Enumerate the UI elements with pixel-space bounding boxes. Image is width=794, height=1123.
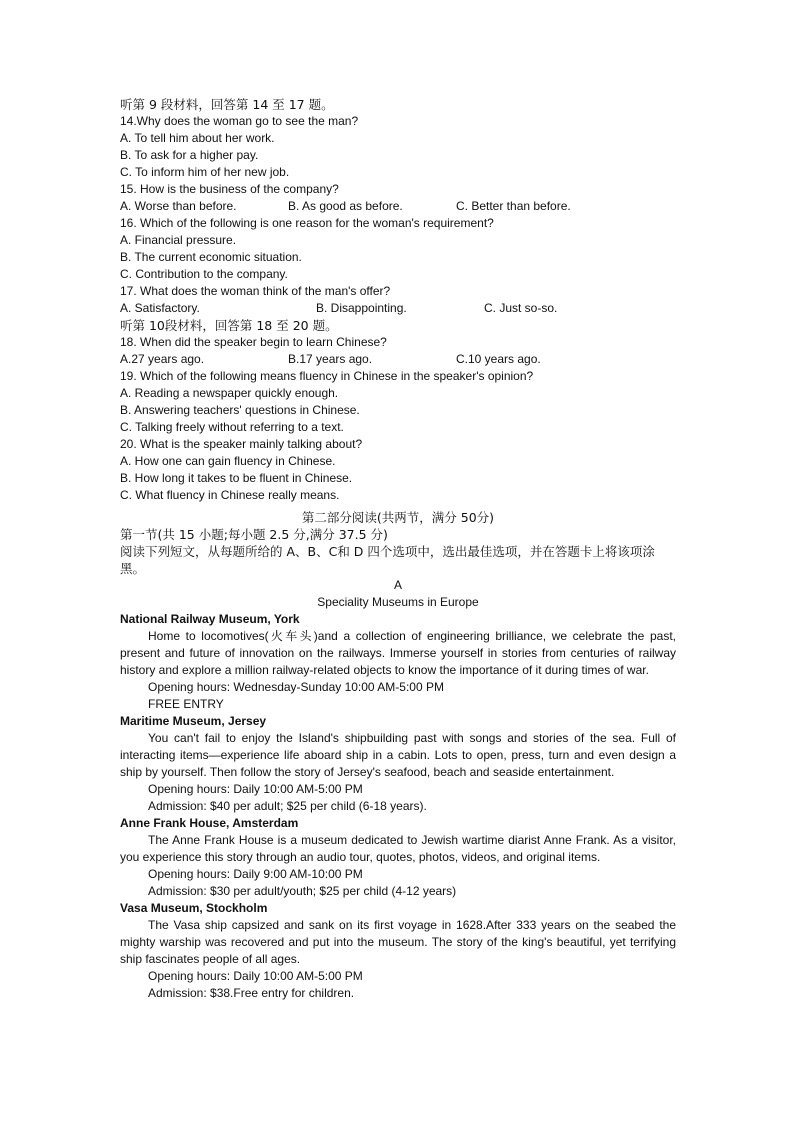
question-18-option-b: B.17 years ago. [288, 352, 373, 366]
section-one-title: 第一节(共 15 小题;每小题 2.5 分,满分 37.5 分) [120, 527, 388, 542]
question-20-option-b: B. How long it takes to be fluent in Chinese. [120, 471, 353, 485]
question-17-option-a: A. Satisfactory. [120, 301, 200, 315]
museum-admission: Admission: $40 per adult; $25 per child (6-18 years). [148, 799, 427, 813]
question-19: 19. Which of the following means fluency in Chinese in the speaker's opinion? [120, 369, 534, 383]
museum-hours: Opening hours: Daily 10:00 AM-5:00 PM [148, 782, 363, 796]
question-14-option-b: B. To ask for a higher pay. [120, 148, 259, 162]
question-20: 20. What is the speaker mainly talking about? [120, 437, 363, 451]
passage-title: Speciality Museums in Europe [317, 595, 479, 609]
museum-entry [120, 900, 676, 1002]
museum-description: The Anne Frank House is a museum dedicated to Jewish wartime diarist Anne Frank. As a visitor, you experience this story through an audio tour, quotes, photos, videos, and original items. [120, 833, 676, 864]
question-15: 15. How is the business of the company? [120, 182, 339, 196]
question-14: 14.Why does the woman go to see the man? [120, 114, 359, 128]
section-10-heading: 听第 10段材料，回答第 18 至 20 题。 [120, 318, 338, 333]
question-19-option-c: C. Talking freely without referring to a text. [120, 420, 344, 434]
museum-name: Maritime Museum, Jersey [120, 714, 267, 728]
museum-description: The Vasa ship capsized and sank on its first voyage in 1628.After 333 years on the seabed the mighty warship was recovered and put into the museum. The story of the king's beautiful, yet terrifying ship fascinates people of all ages. [120, 918, 676, 966]
question-16: 16. Which of the following is one reason for the woman's requirement? [120, 216, 494, 230]
question-15-option-b: B. As good as before. [288, 199, 403, 213]
museum-entry [120, 713, 676, 815]
museum-name: Anne Frank House, Amsterdam [120, 816, 299, 830]
part-two-title: 第二部分阅读(共两节，满分 50分) [301, 510, 495, 525]
museum-description: You can't fail to enjoy the Island's shipbuilding past with songs and stories of the sea. Full of interacting items—experience life aboard ship in a cabin. Lots to open, press, turn and even design a ship by yourself. Then follow the story of Jersey's seafood, beach and seaside entertainment. [120, 731, 676, 779]
question-14-option-a: A. To tell him about her work. [120, 131, 275, 145]
museum-admission: FREE ENTRY [148, 697, 224, 711]
question-16-option-c: C. Contribution to the company. [120, 267, 288, 281]
passage-letter: A [393, 578, 402, 592]
question-19-option-b: B. Answering teachers' questions in Chinese. [120, 403, 360, 417]
question-17-option-b: B. Disappointing. [316, 301, 407, 315]
museum-name: Vasa Museum, Stockholm [120, 901, 268, 915]
question-18: 18. When did the speaker begin to learn Chinese? [120, 335, 387, 349]
question-15-options [120, 198, 676, 215]
museum-hours: Opening hours: Daily 9:00 AM-10:00 PM [148, 867, 363, 881]
listening-section [120, 96, 676, 504]
question-20-option-c: C. What fluency in Chinese really means. [120, 488, 340, 502]
museum-admission: Admission: $30 per adult/youth; $25 per child (4-12 years) [148, 884, 457, 898]
question-17-options [120, 300, 676, 317]
question-18-options [120, 351, 676, 368]
question-18-option-c: C.10 years ago. [456, 352, 541, 366]
museum-name: National Railway Museum, York [120, 612, 300, 626]
question-17-option-c: C. Just so-so. [484, 301, 558, 315]
museum-entry [120, 611, 676, 713]
museum-hours: Opening hours: Daily 10:00 AM-5:00 PM [148, 969, 363, 983]
museum-entry [120, 815, 676, 900]
reading-section [120, 509, 676, 1002]
question-16-option-b: B. The current economic situation. [120, 250, 302, 264]
question-15-option-c: C. Better than before. [456, 199, 571, 213]
museum-admission: Admission: $38.Free entry for children. [148, 986, 355, 1000]
section-9-heading: 听第 9 段材料，回答第 14 至 17 题。 [120, 97, 334, 112]
reading-instructions: 阅读下列短文，从每题所给的 A、B、C和 D 四个选项中，选出最佳选项，并在答题卡上将该项涂黑。 [120, 544, 655, 576]
museum-hours: Opening hours: Wednesday-Sunday 10:00 AM-5:00 PM [148, 680, 444, 694]
question-19-option-a: A. Reading a newspaper quickly enough. [120, 386, 339, 400]
museum-description: Home to locomotives(火车头)and a collection of engineering brilliance, we celebrate the past, present and future of innovation on the railways. Immerse yourself in stories from centuries of railway history and explore a million railway-related objects to know the importance of it during times of war. [120, 629, 676, 677]
question-17: 17. What does the woman think of the man's offer? [120, 284, 391, 298]
question-14-option-c: C. To inform him of her new job. [120, 165, 290, 179]
question-18-option-a: A.27 years ago. [120, 352, 205, 366]
question-16-option-a: A. Financial pressure. [120, 233, 237, 247]
question-15-option-a: A. Worse than before. [120, 199, 237, 213]
question-20-option-a: A. How one can gain fluency in Chinese. [120, 454, 336, 468]
